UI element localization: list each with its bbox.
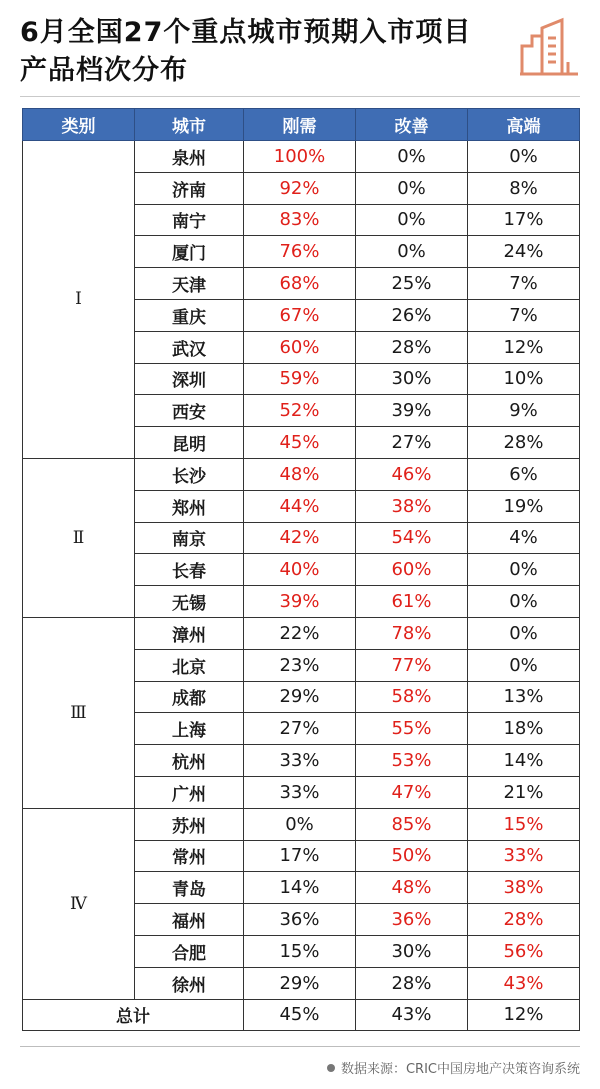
table-row xyxy=(23,141,580,173)
high-end-value-cell: 0% xyxy=(468,649,580,681)
total-label-cell: 总计 xyxy=(23,999,244,1031)
total-improvement-cell: 43% xyxy=(356,999,468,1031)
rigid-demand-value-cell: 59% xyxy=(244,363,356,395)
improvement-value-cell: 0% xyxy=(356,204,468,236)
city-cell: 南宁 xyxy=(135,204,244,236)
improvement-value-cell: 55% xyxy=(356,713,468,745)
rigid-demand-value-cell: 52% xyxy=(244,395,356,427)
rigid-demand-value-cell: 29% xyxy=(244,681,356,713)
rigid-demand-value-cell: 100% xyxy=(244,141,356,173)
improvement-value-cell: 77% xyxy=(356,649,468,681)
high-end-value-cell: 13% xyxy=(468,681,580,713)
city-cell: 西安 xyxy=(135,395,244,427)
rigid-demand-value-cell: 44% xyxy=(244,490,356,522)
improvement-value-cell: 85% xyxy=(356,808,468,840)
improvement-value-cell: 53% xyxy=(356,745,468,777)
improvement-value-cell: 47% xyxy=(356,776,468,808)
rigid-demand-value-cell: 0% xyxy=(244,808,356,840)
rigid-demand-value-cell: 36% xyxy=(244,904,356,936)
rigid-demand-value-cell: 76% xyxy=(244,236,356,268)
header-city: 城市 xyxy=(135,109,244,141)
high-end-value-cell: 4% xyxy=(468,522,580,554)
rigid-demand-value-cell: 48% xyxy=(244,458,356,490)
improvement-value-cell: 0% xyxy=(356,172,468,204)
city-cell: 苏州 xyxy=(135,808,244,840)
improvement-value-cell: 39% xyxy=(356,395,468,427)
rigid-demand-value-cell: 33% xyxy=(244,776,356,808)
footer-divider xyxy=(20,1046,580,1047)
high-end-value-cell: 0% xyxy=(468,141,580,173)
improvement-value-cell: 28% xyxy=(356,331,468,363)
improvement-value-cell: 58% xyxy=(356,681,468,713)
high-end-value-cell: 6% xyxy=(468,458,580,490)
rigid-demand-value-cell: 83% xyxy=(244,204,356,236)
high-end-value-cell: 33% xyxy=(468,840,580,872)
high-end-value-cell: 0% xyxy=(468,554,580,586)
improvement-value-cell: 28% xyxy=(356,967,468,999)
improvement-value-cell: 30% xyxy=(356,363,468,395)
city-cell: 重庆 xyxy=(135,299,244,331)
rigid-demand-value-cell: 14% xyxy=(244,872,356,904)
high-end-value-cell: 24% xyxy=(468,236,580,268)
improvement-value-cell: 38% xyxy=(356,490,468,522)
city-cell: 常州 xyxy=(135,840,244,872)
improvement-value-cell: 46% xyxy=(356,458,468,490)
improvement-value-cell: 0% xyxy=(356,141,468,173)
city-cell: 青岛 xyxy=(135,872,244,904)
high-end-value-cell: 43% xyxy=(468,967,580,999)
rigid-demand-value-cell: 67% xyxy=(244,299,356,331)
high-end-value-cell: 18% xyxy=(468,713,580,745)
city-cell: 长春 xyxy=(135,554,244,586)
table-row xyxy=(23,617,580,649)
city-cell: 武汉 xyxy=(135,331,244,363)
total-high-end-cell: 12% xyxy=(468,999,580,1031)
category-cell: Ⅲ xyxy=(23,617,135,808)
improvement-value-cell: 61% xyxy=(356,586,468,618)
high-end-value-cell: 15% xyxy=(468,808,580,840)
improvement-value-cell: 78% xyxy=(356,617,468,649)
rigid-demand-value-cell: 29% xyxy=(244,967,356,999)
city-cell: 厦门 xyxy=(135,236,244,268)
total-rigid-demand-cell: 45% xyxy=(244,999,356,1031)
building-chart-icon xyxy=(516,16,580,80)
high-end-value-cell: 8% xyxy=(468,172,580,204)
rigid-demand-value-cell: 17% xyxy=(244,840,356,872)
city-cell: 昆明 xyxy=(135,427,244,459)
header-high-end: 高端 xyxy=(468,109,580,141)
header-category: 类别 xyxy=(23,109,135,141)
improvement-value-cell: 48% xyxy=(356,872,468,904)
city-cell: 合肥 xyxy=(135,935,244,967)
city-cell: 广州 xyxy=(135,776,244,808)
rigid-demand-value-cell: 45% xyxy=(244,427,356,459)
high-end-value-cell: 9% xyxy=(468,395,580,427)
city-cell: 北京 xyxy=(135,649,244,681)
title-divider xyxy=(20,96,580,97)
improvement-value-cell: 30% xyxy=(356,935,468,967)
city-cell: 济南 xyxy=(135,172,244,204)
improvement-value-cell: 36% xyxy=(356,904,468,936)
city-cell: 福州 xyxy=(135,904,244,936)
city-cell: 漳州 xyxy=(135,617,244,649)
page-title: 6月全国27个重点城市预期入市项目产品档次分布 xyxy=(20,17,472,86)
total-row xyxy=(23,999,580,1031)
city-cell: 无锡 xyxy=(135,586,244,618)
rigid-demand-value-cell: 42% xyxy=(244,522,356,554)
category-cell: Ⅳ xyxy=(23,808,135,999)
table-header-row xyxy=(23,109,580,141)
high-end-value-cell: 0% xyxy=(468,586,580,618)
city-cell: 成都 xyxy=(135,681,244,713)
improvement-value-cell: 0% xyxy=(356,236,468,268)
rigid-demand-value-cell: 68% xyxy=(244,268,356,300)
city-cell: 上海 xyxy=(135,713,244,745)
rigid-demand-value-cell: 39% xyxy=(244,586,356,618)
improvement-value-cell: 54% xyxy=(356,522,468,554)
high-end-value-cell: 28% xyxy=(468,904,580,936)
high-end-value-cell: 17% xyxy=(468,204,580,236)
high-end-value-cell: 7% xyxy=(468,299,580,331)
city-cell: 徐州 xyxy=(135,967,244,999)
high-end-value-cell: 14% xyxy=(468,745,580,777)
improvement-value-cell: 27% xyxy=(356,427,468,459)
improvement-value-cell: 60% xyxy=(356,554,468,586)
city-cell: 南京 xyxy=(135,522,244,554)
bullet-icon xyxy=(327,1064,335,1072)
high-end-value-cell: 56% xyxy=(468,935,580,967)
table-row xyxy=(23,808,580,840)
high-end-value-cell: 38% xyxy=(468,872,580,904)
rigid-demand-value-cell: 15% xyxy=(244,935,356,967)
rigid-demand-value-cell: 92% xyxy=(244,172,356,204)
header-rigid-demand: 刚需 xyxy=(244,109,356,141)
source-text: 数据来源：CRIC中国房地产决策咨询系统 xyxy=(340,1062,580,1077)
city-cell: 天津 xyxy=(135,268,244,300)
high-end-value-cell: 7% xyxy=(468,268,580,300)
distribution-table xyxy=(22,108,580,1031)
city-cell: 长沙 xyxy=(135,458,244,490)
rigid-demand-value-cell: 60% xyxy=(244,331,356,363)
improvement-value-cell: 26% xyxy=(356,299,468,331)
city-cell: 泉州 xyxy=(135,141,244,173)
category-cell: Ⅰ xyxy=(23,141,135,459)
high-end-value-cell: 0% xyxy=(468,617,580,649)
rigid-demand-value-cell: 23% xyxy=(244,649,356,681)
rigid-demand-value-cell: 22% xyxy=(244,617,356,649)
header-improvement: 改善 xyxy=(356,109,468,141)
rigid-demand-value-cell: 33% xyxy=(244,745,356,777)
high-end-value-cell: 19% xyxy=(468,490,580,522)
improvement-value-cell: 25% xyxy=(356,268,468,300)
high-end-value-cell: 10% xyxy=(468,363,580,395)
high-end-value-cell: 12% xyxy=(468,331,580,363)
table-row xyxy=(23,458,580,490)
city-cell: 郑州 xyxy=(135,490,244,522)
rigid-demand-value-cell: 27% xyxy=(244,713,356,745)
improvement-value-cell: 50% xyxy=(356,840,468,872)
city-cell: 深圳 xyxy=(135,363,244,395)
rigid-demand-value-cell: 40% xyxy=(244,554,356,586)
high-end-value-cell: 21% xyxy=(468,776,580,808)
source-note xyxy=(327,1058,580,1077)
category-cell: Ⅱ xyxy=(23,458,135,617)
high-end-value-cell: 28% xyxy=(468,427,580,459)
city-cell: 杭州 xyxy=(135,745,244,777)
